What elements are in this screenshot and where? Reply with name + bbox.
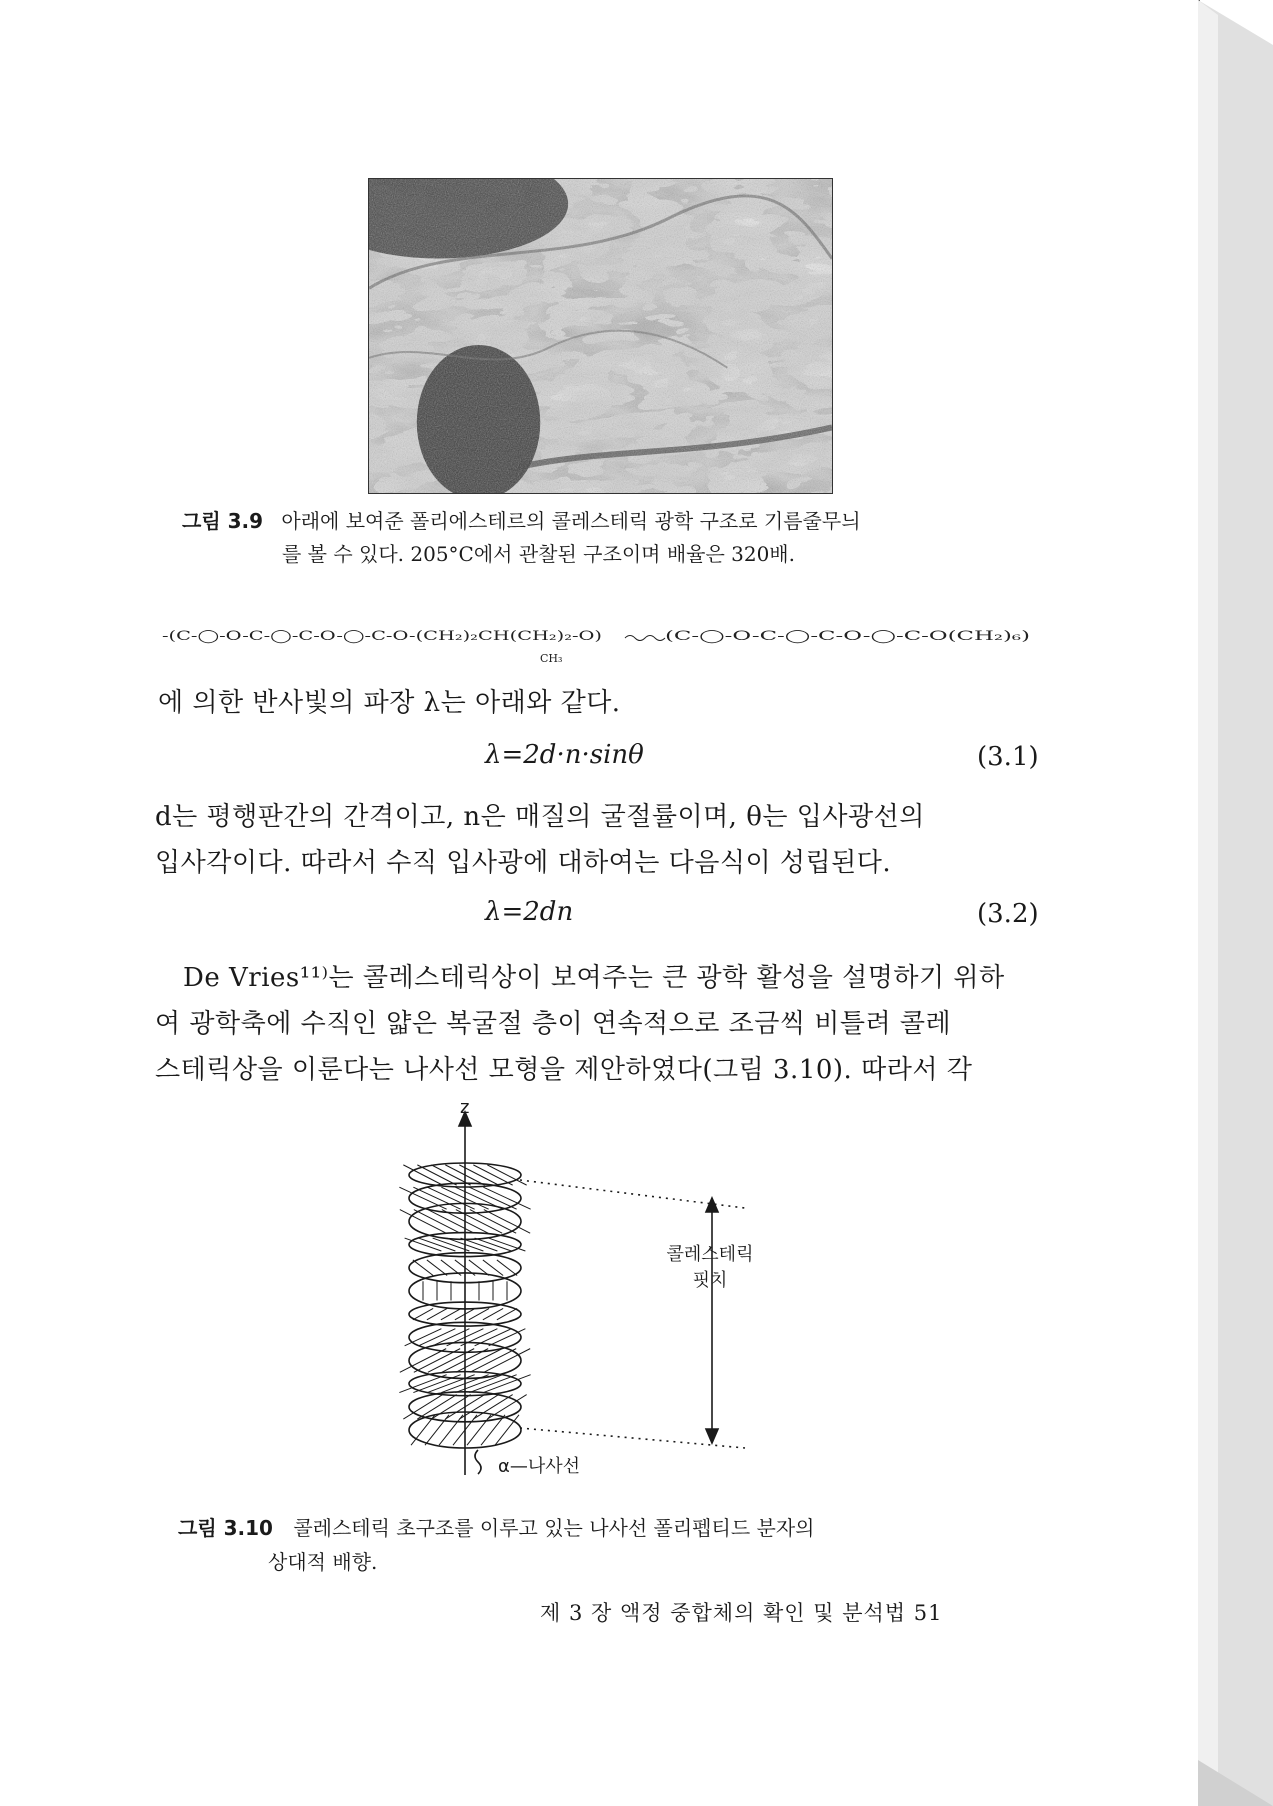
figure-3-9-label: 그림 3.9 [182,509,264,533]
formula-ch3: CH₃ [540,652,563,665]
alpha-squiggle [475,1450,481,1474]
helix-hatch [413,1375,460,1393]
book-edge [1198,0,1273,1806]
pitch-label-line2: 핏치 [692,1270,728,1291]
helix-hatch [399,1375,446,1393]
page-footer: 제 3 장 액정 중합체의 확인 및 분석법 51 [540,1601,943,1625]
helix-diagram [390,1100,790,1490]
formula-segment2: (C-◯-O-C-◯-C-O-◯-C-O(CH₂)₆) [665,629,1030,644]
micrograph-image [368,178,833,494]
figure-3-9-caption-line2: 를 볼 수 있다. 205°C에서 관찰된 구조이며 배율은 320배. [282,542,795,566]
figure-3-10-caption-line1: 콜레스테릭 초구조를 이루고 있는 나사선 폴리펩티드 분자의 [293,1516,815,1540]
figure-3-10-caption-line2: 상대적 배향. [268,1550,378,1574]
paragraph-3-line2: 여 광학축에 수직인 얇은 복굴절 층이 연속적으로 조금씩 비틀려 콜레 [155,1009,952,1039]
helix-hatch [470,1210,516,1234]
equation-3-1-number: (3.1) [977,742,1039,772]
figure-3-10-label: 그림 3.10 [178,1516,273,1540]
helix-hatch [411,1415,435,1445]
polyester-formula [160,590,1035,670]
helix-hatch [483,1375,530,1393]
helix-hatch [467,1415,491,1445]
alpha-helix-label: α—나사선 [498,1456,581,1477]
helix-hatch [400,1349,446,1373]
figure-3-10-caption [178,1512,814,1544]
helix-hatch [414,1349,460,1373]
helix-hatch [400,1210,446,1234]
paragraph-2-line1: d는 평행판간의 간격이고, n은 매질의 굴절률이며, θ는 입사광선의 [155,802,925,832]
pitch-label-line1: 콜레스테릭 [666,1244,754,1265]
pitch-arrow-down [706,1429,718,1443]
formula-segment1: -(C-◯-O-C-◯-C-O-◯-C-O-(CH₂)₂CH(CH₂)₂-O) [162,629,602,644]
helix-hatch [484,1349,530,1373]
equation-3-1: λ=2d·n·sinθ [485,740,644,770]
z-axis-label: z [460,1097,470,1118]
helix-hatch [484,1210,530,1234]
helix-hatch [439,1415,463,1445]
equation-3-2: λ=2dn [485,897,574,927]
paragraph-1: 에 의한 반사빛의 파장 λ는 아래와 같다. [158,688,621,718]
paragraph-2-line2: 입사각이다. 따라서 수직 입사광에 대하여는 다음식이 성립된다. [155,848,892,878]
figure-3-9-caption [182,505,861,537]
equation-3-2-number: (3.2) [977,899,1039,929]
figure-3-9-caption-line1: 아래에 보여준 폴리에스테르의 콜레스테릭 광학 구조로 기름줄무늬 [281,509,861,533]
paragraph-3-line1: De Vries¹¹⁾는 콜레스테릭상이 보여주는 큰 광학 활성을 설명하기 위하 [183,963,1005,993]
paragraph-3-line3: 스테릭상을 이룬다는 나사선 모형을 제안하였다(그림 3.10). 따라서 각 [155,1055,973,1085]
